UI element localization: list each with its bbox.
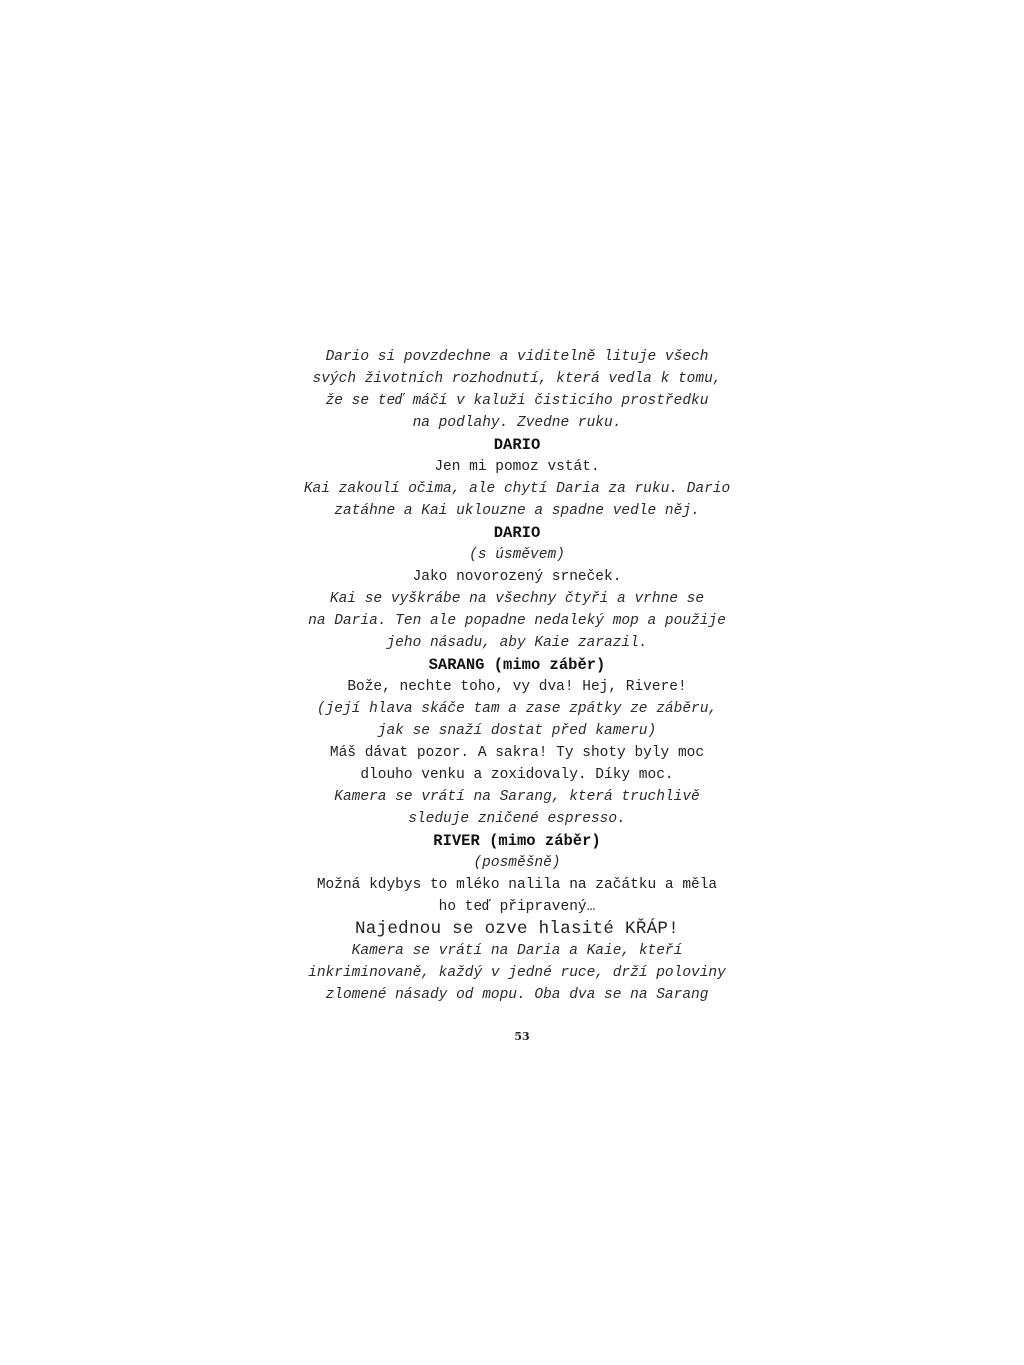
action-line: zlomené násady od mopu. Oba dva se na Sarang bbox=[325, 987, 709, 1003]
action-line: Kamera se vrátí na Daria a Kaie, kteří bbox=[351, 943, 683, 959]
action-line: Kai se vyškrábe na všechny čtyři a vrhne se bbox=[329, 591, 705, 607]
action-line: svých životních rozhodnutí, která vedla k tomu, bbox=[312, 371, 722, 387]
dialogue-line: Bože, nechte toho, vy dva! Hej, Rivere! bbox=[347, 679, 687, 695]
action-line: na Daria. Ten ale popadne nedaleký mop a použije bbox=[308, 613, 726, 629]
action-line: Kamera se vrátí na Sarang, která truchlivě bbox=[334, 789, 700, 805]
parenthetical: (posměšně) bbox=[473, 855, 561, 871]
script-page-body bbox=[0, 346, 1024, 1006]
dialogue-line: Jen mi pomoz vstát. bbox=[434, 459, 600, 475]
character-name: RIVER (mimo záběr) bbox=[433, 832, 601, 850]
dialogue-line: Jako novorozený srneček. bbox=[412, 569, 622, 585]
action-line: na podlahy. Zvedne ruku. bbox=[412, 415, 622, 431]
dialogue-line: Máš dávat pozor. A sakra! Ty shoty byly moc bbox=[329, 745, 705, 761]
action-line: Dario si povzdechne a viditelně lituje všech bbox=[325, 349, 709, 365]
action-line: jeho násadu, aby Kaie zarazil. bbox=[386, 635, 648, 651]
action-line: zatáhne a Kai uklouzne a spadne vedle něj. bbox=[334, 503, 700, 519]
action-line: že se teď máčí v kaluži čisticího prostředku bbox=[325, 393, 709, 409]
action-line: Kai zakoulí očima, ale chytí Daria za ruku. Dario bbox=[303, 481, 731, 497]
character-name: DARIO bbox=[493, 436, 541, 454]
action-line: inkriminovaně, každý v jedné ruce, drží poloviny bbox=[308, 965, 726, 981]
sound-effect-line: Najednou se ozve hlasité KŘÁP! bbox=[354, 919, 680, 939]
action-line: sleduje zničené espresso. bbox=[408, 811, 626, 827]
dialogue-line: Možná kdybys to mléko nalila na začátku a měla bbox=[316, 877, 718, 893]
parenthetical: (její hlava skáče tam a zase zpátky ze záběru, bbox=[316, 701, 718, 717]
page-number: 53 bbox=[514, 1030, 530, 1043]
character-name: SARANG (mimo záběr) bbox=[428, 656, 606, 674]
parenthetical: (s úsměvem) bbox=[469, 547, 565, 563]
dialogue-line: dlouho venku a zoxidovaly. Díky moc. bbox=[360, 767, 674, 783]
dialogue-line: ho teď připravený… bbox=[438, 899, 596, 915]
character-name: DARIO bbox=[493, 524, 541, 542]
parenthetical: jak se snaží dostat před kameru) bbox=[377, 723, 657, 739]
